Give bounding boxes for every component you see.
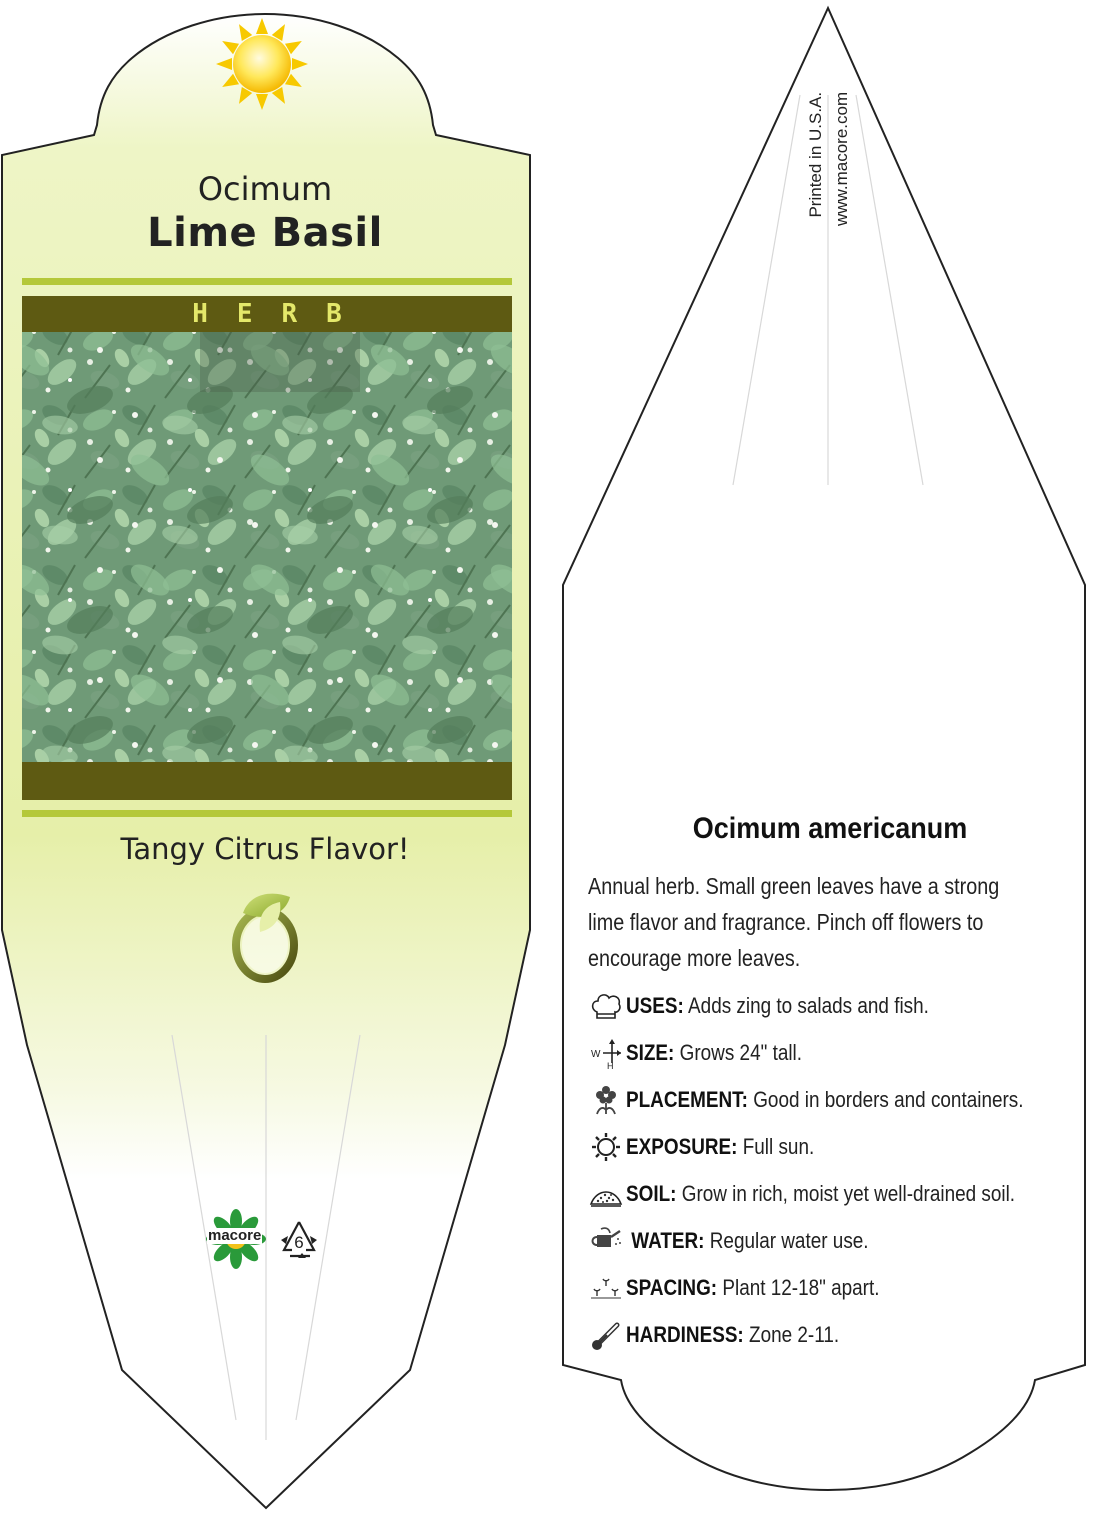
bottom-accent-line [22,810,512,817]
size-arrows-icon [588,1036,624,1070]
category-label: HERB [192,299,371,329]
sprout-spacing-icon [588,1271,624,1305]
printed-line: Printed in U.S.A. [806,91,825,218]
attr-water: WATER: Regular water use. [588,1217,1088,1264]
thermometer-icon [588,1318,624,1352]
printed-info [803,92,855,226]
svg-text:H: H [607,1060,614,1069]
brand-name: macore [208,1227,262,1244]
bottom-band [22,762,512,800]
flower-cluster-icon [588,1083,624,1117]
description: Annual herb. Small green leaves have a strong lime flavor and fragrance. Pinch off flowers to encourage more leaves. [588,873,1000,971]
plant-photo [22,332,512,762]
watering-can-icon [588,1224,624,1258]
attr-size: W H SIZE: Grows 24" tall. [588,1029,1088,1076]
attr-uses: USES: Adds zing to salads and fish. [588,982,1088,1029]
chef-hat-icon [588,989,624,1023]
top-accent-line [22,278,512,285]
recycle-code: 6 [294,1233,304,1252]
common-name: Lime Basil [147,210,383,256]
attribute-list [588,982,1088,1358]
tagline: Tangy Citrus Flavor! [120,832,410,866]
soil-mound-icon [588,1177,624,1211]
svg-text:W: W [591,1048,601,1060]
sun-outline-icon [588,1130,624,1164]
scientific-name: Ocimum americanum [692,812,968,845]
attr-spacing: SPACING: Plant 12-18" apart. [588,1264,1088,1311]
attr-exposure: EXPOSURE: Full sun. [588,1123,1088,1170]
genus-name: Ocimum [197,170,333,208]
attr-placement: PLACEMENT: Good in borders and containers. [588,1076,1088,1123]
website: www.macore.com [832,91,851,226]
attr-hardiness: HARDINESS: Zone 2-11. [588,1311,1088,1358]
attr-soil: SOIL: Grow in rich, moist yet well-drained soil. [588,1170,1088,1217]
